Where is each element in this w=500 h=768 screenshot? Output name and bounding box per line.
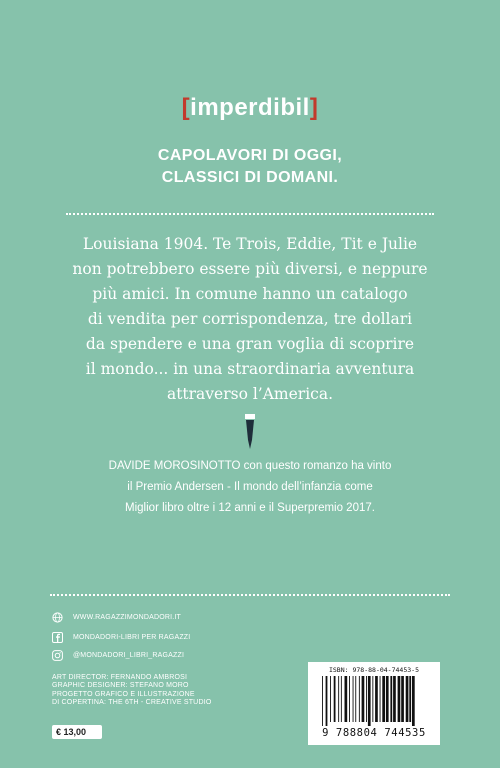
barcode-bar bbox=[326, 676, 328, 726]
barcode-bar bbox=[401, 676, 404, 722]
barcode-box bbox=[308, 662, 440, 745]
tagline-line-2: CLASSICI DI DOMANI. bbox=[161, 169, 339, 186]
barcode-bar bbox=[398, 676, 401, 722]
barcode-bar bbox=[390, 676, 392, 722]
barcode-bar bbox=[345, 676, 348, 722]
dotted-divider-top bbox=[66, 213, 434, 215]
barcode-bar bbox=[353, 676, 354, 722]
author-line: DAVIDE MOROSINOTTO con questo romanzo ha vinto bbox=[108, 460, 392, 472]
barcode-bar bbox=[322, 676, 323, 726]
blurb-line: da spendere e una gran voglia di scoprire bbox=[85, 335, 415, 353]
barcode-bar bbox=[406, 676, 409, 722]
barcode-bar bbox=[330, 676, 331, 722]
blurb-line: Louisiana 1904. Te Trois, Eddie, Tit e Julie bbox=[82, 235, 418, 253]
tagline bbox=[0, 145, 500, 189]
series-logo bbox=[0, 94, 500, 122]
barcode-bar bbox=[359, 676, 360, 722]
credits bbox=[52, 674, 282, 708]
logo-bracket-close: ] bbox=[309, 94, 319, 121]
dotted-divider-bottom bbox=[50, 594, 450, 596]
social-instagram bbox=[52, 650, 184, 661]
ean-number: 9 788804 744535 bbox=[322, 727, 426, 739]
barcode-bar bbox=[341, 676, 342, 722]
facebook-page: MONDADORI-LIBRI PER RAGAZZI bbox=[73, 634, 191, 641]
social-web bbox=[52, 612, 181, 623]
blurb-line: non potrebbero essere più diversi, e neppure bbox=[72, 260, 428, 278]
tagline-line-1: CAPOLAVORI DI OGGI, bbox=[157, 147, 343, 164]
globe-icon bbox=[52, 612, 63, 623]
barcode-bar bbox=[386, 676, 389, 722]
credit-line: PROGETTO GRAFICO E ILLUSTRAZIONE bbox=[52, 690, 195, 698]
barcode-bar bbox=[368, 676, 371, 726]
barcode-bar bbox=[366, 676, 367, 722]
barcode-bar bbox=[338, 676, 339, 722]
blurb-line: di vendita per corrispondenza, tre dollari bbox=[87, 310, 413, 328]
barcode-bar bbox=[349, 676, 350, 722]
blurb-line: più amici. In comune hanno un catalogo bbox=[92, 285, 408, 303]
blurb-line: attraverso l’America. bbox=[166, 385, 334, 403]
barcode-bar bbox=[382, 676, 385, 722]
blurb-text bbox=[70, 232, 430, 407]
barcode-bar bbox=[334, 676, 336, 722]
barcode-bar bbox=[355, 676, 356, 722]
author-line: Miglior libro oltre i 12 anni e il Superpremio 2017. bbox=[125, 502, 375, 514]
barcode-bar bbox=[362, 676, 365, 722]
logo-text: imperdibil bbox=[190, 94, 310, 121]
credit-line: DI COPERTINA: THE 6TH - CREATIVE STUDIO bbox=[52, 699, 212, 707]
barcode-bar bbox=[393, 676, 396, 722]
barcode-bar bbox=[380, 676, 381, 722]
facebook-icon bbox=[52, 632, 63, 643]
logo-bracket-open: [ bbox=[181, 94, 191, 121]
barcode-bar bbox=[372, 676, 373, 722]
social-facebook bbox=[52, 632, 190, 643]
price-tag: € 13,00 bbox=[52, 725, 102, 739]
instagram-handle: @MONDADORI_LIBRI_RAGAZZI bbox=[73, 652, 185, 659]
isbn-label: ISBN: 978-88-04-74453-5 bbox=[328, 666, 419, 674]
blurb-line: il mondo... in una straordinaria avventura bbox=[85, 360, 415, 378]
barcode-bar bbox=[412, 676, 415, 726]
pen-nib-icon bbox=[243, 414, 257, 450]
barcode-bar bbox=[409, 676, 411, 722]
author-note bbox=[52, 456, 448, 519]
credit-line: GRAPHIC DESIGNER: STEFANO MORO bbox=[52, 682, 189, 690]
barcode-bar bbox=[375, 676, 378, 722]
web-url: WWW.RAGAZZIMONDADORI.IT bbox=[73, 614, 182, 621]
barcode-bars bbox=[322, 676, 434, 726]
author-line: il Premio Andersen - Il mondo dell’infanzia come bbox=[127, 481, 373, 493]
credit-line: ART DIRECTOR: FERNANDO AMBROSI bbox=[52, 674, 188, 681]
instagram-icon bbox=[52, 650, 63, 661]
